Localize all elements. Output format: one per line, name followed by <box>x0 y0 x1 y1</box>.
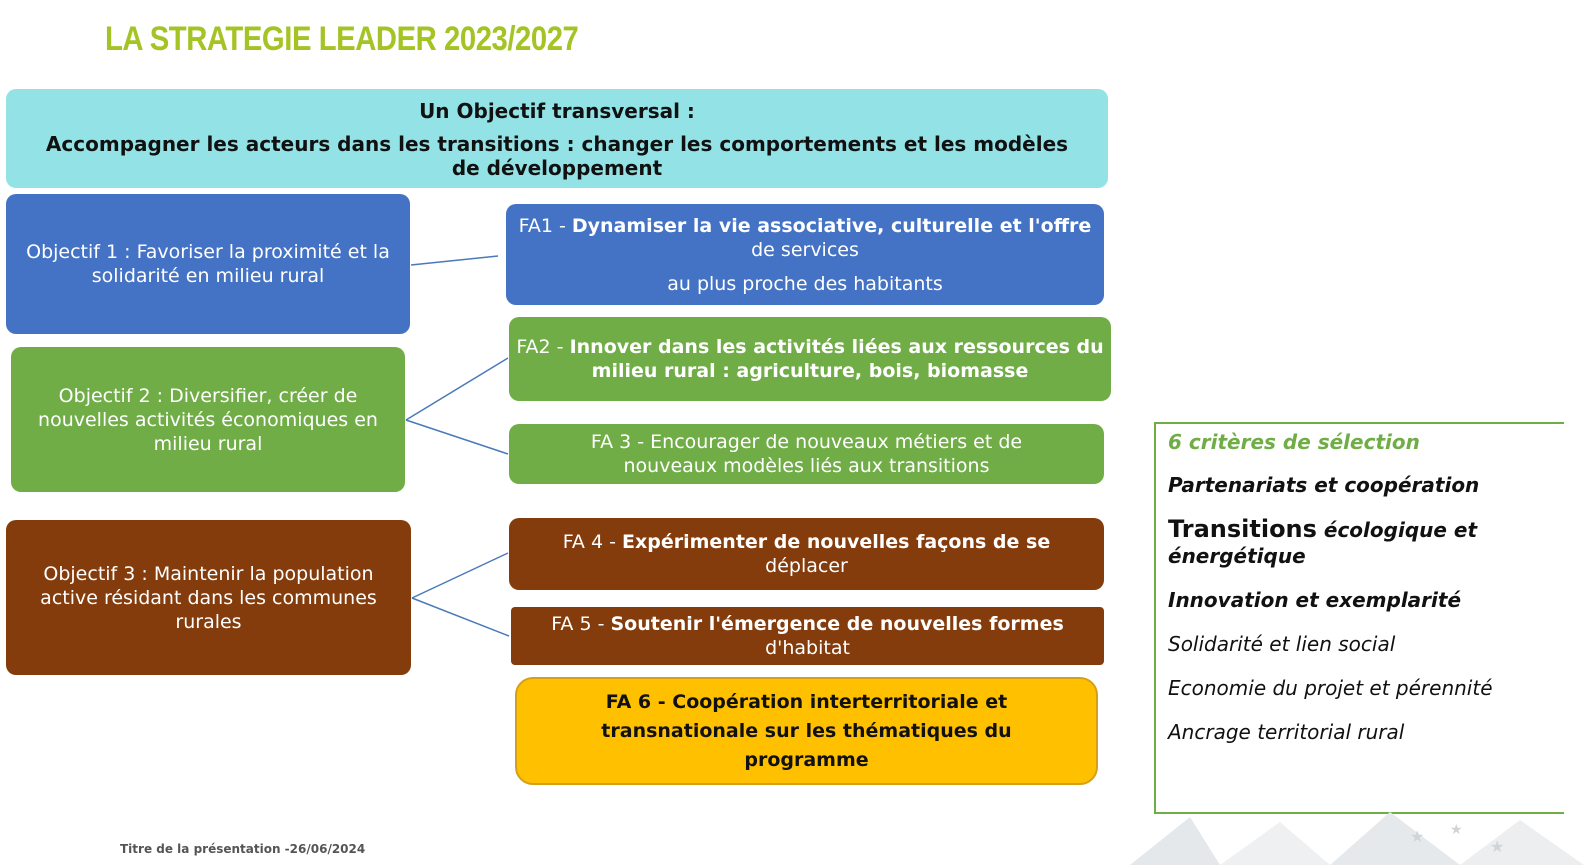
svg-text:★: ★ <box>1450 822 1463 838</box>
criteria-item-6: Ancrage territorial rural <box>1168 720 1405 744</box>
fa5-text2: d'habitat <box>765 637 850 659</box>
fa3-code: FA 3 - <box>590 431 651 453</box>
connector-obj3-fa5 <box>412 598 509 636</box>
fa4-text: Expérimenter de nouvelles façons de se <box>622 531 1051 553</box>
connector-obj2-fa2 <box>406 358 508 420</box>
fa5-code: FA 5 - <box>551 613 611 635</box>
objective-1-label: Objectif 1 : Favoriser la proximité et la solidarité en milieu rural <box>26 241 390 287</box>
fa1-text: Dynamiser la vie associative, culturelle et l'offre <box>571 214 1092 237</box>
fa6-text: Coopération interterritoriale et transnationale sur les thématiques du programme <box>601 690 1012 771</box>
objective-3-label: Objectif 3 : Maintenir la population active résidant dans les communes rurales <box>40 562 377 633</box>
fa4-code: FA 4 - <box>562 531 622 553</box>
fa4-text2: déplacer <box>765 555 848 577</box>
criteria-item-3: Innovation et exemplarité <box>1168 588 1462 612</box>
svg-text:★: ★ <box>1490 837 1505 856</box>
criteria-item-5: Economie du projet et pérennité <box>1168 676 1493 700</box>
fa5-text: Soutenir l'émergence de nouvelles formes <box>610 613 1064 635</box>
transversal-text: Accompagner les acteurs dans les transitions : changer les comportements et les modèles de développement <box>45 131 1069 180</box>
criteria-item-2: Transitions écologique et énergétique <box>1168 515 1478 568</box>
fa2-text: Innover dans les activités liées aux ressources du milieu rural : agriculture, bois, biomasse <box>569 336 1104 382</box>
transversal-heading: Un Objectif transversal : <box>419 98 695 123</box>
page-title: LA STRATEGIE LEADER 2023/2027 <box>105 20 579 58</box>
svg-text:★: ★ <box>1410 827 1425 846</box>
criteria-item-4: Solidarité et lien social <box>1168 632 1396 656</box>
connector-obj1-fa1 <box>411 256 498 265</box>
criteria-item-1: Partenariats et coopération <box>1168 473 1480 497</box>
connector-obj3-fa4 <box>412 553 508 598</box>
fa1-text2: de services <box>751 238 859 261</box>
selection-criteria-panel <box>1154 422 1564 814</box>
connector-obj2-fa3 <box>406 420 508 454</box>
fa1-code: FA1 - <box>518 214 572 237</box>
criteria-title: 6 critères de sélection <box>1168 430 1420 454</box>
fa2-code: FA2 - <box>516 336 570 358</box>
fa1-text3: au plus proche des habitants <box>667 272 943 295</box>
fa3-text: Encourager de nouveaux métiers et de nouveaux modèles liés aux transitions <box>623 431 1023 477</box>
objective-2-label: Objectif 2 : Diversifier, créer de nouvelles activités économiques en milieu rural <box>38 384 378 455</box>
decorative-star-pattern-icon <box>1130 812 1584 865</box>
footer-text: Titre de la présentation -26/06/2024 <box>120 842 366 856</box>
fa6-code: FA 6 - <box>605 690 673 713</box>
